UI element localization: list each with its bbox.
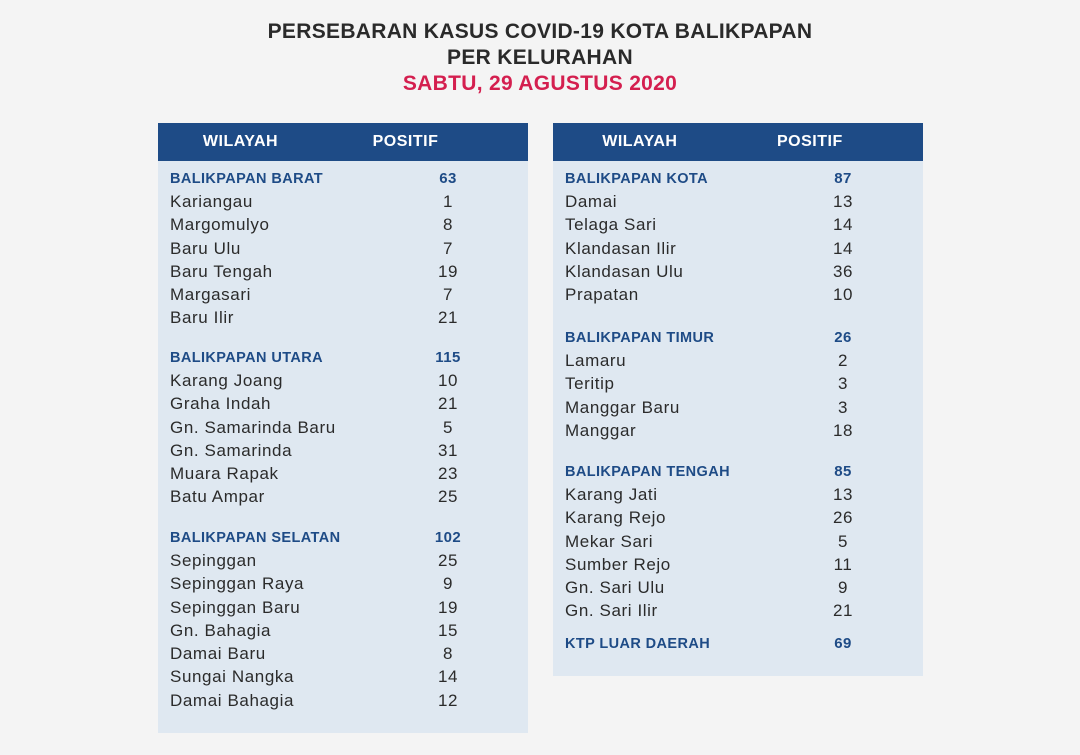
table-row bbox=[553, 190, 923, 213]
table-row bbox=[158, 416, 528, 439]
district-row bbox=[553, 326, 923, 349]
table-row bbox=[553, 237, 923, 260]
table-row bbox=[553, 507, 923, 530]
kelurahan-count: 10 bbox=[437, 370, 459, 390]
district-row bbox=[158, 526, 528, 549]
table-row bbox=[553, 530, 923, 553]
kelurahan-count: 9 bbox=[442, 574, 454, 594]
table-row bbox=[158, 462, 528, 485]
kelurahan-count: 8 bbox=[442, 644, 454, 664]
table-row bbox=[553, 283, 923, 306]
kelurahan-name: Gn. Bahagia bbox=[170, 620, 272, 640]
table-row bbox=[553, 553, 923, 576]
district-row bbox=[158, 346, 528, 369]
kelurahan-count: 14 bbox=[832, 215, 854, 235]
kelurahan-name: Manggar Baru bbox=[565, 397, 680, 417]
kelurahan-count: 21 bbox=[437, 308, 459, 328]
kelurahan-count: 2 bbox=[837, 350, 849, 370]
district-name: BALIKPAPAN UTARA bbox=[170, 349, 323, 366]
kelurahan-count: 3 bbox=[837, 374, 849, 394]
table-row bbox=[158, 486, 528, 509]
table-row bbox=[158, 237, 528, 260]
district-section bbox=[553, 167, 923, 307]
kelurahan-name: Damai Baru bbox=[170, 644, 266, 664]
kelurahan-name: Baru Tengah bbox=[170, 261, 273, 281]
kelurahan-name: Batu Ampar bbox=[170, 487, 265, 507]
kelurahan-count: 7 bbox=[442, 285, 454, 305]
district-section bbox=[158, 526, 528, 712]
kelurahan-name: Kariangau bbox=[170, 191, 253, 211]
table-row bbox=[553, 600, 923, 623]
page-title: PERSEBARAN KASUS COVID-19 KOTA BALIKPAPAN bbox=[267, 20, 813, 43]
kelurahan-count: 26 bbox=[832, 508, 854, 528]
district-total: 26 bbox=[834, 329, 852, 347]
table-row bbox=[158, 619, 528, 642]
kelurahan-name: Baru Ulu bbox=[170, 238, 241, 258]
district-section bbox=[158, 346, 528, 509]
kelurahan-name: Sungai Nangka bbox=[170, 667, 295, 687]
kelurahan-count: 15 bbox=[437, 620, 459, 640]
district-total: 85 bbox=[834, 463, 852, 481]
district-total: 63 bbox=[439, 170, 457, 188]
column-header-positif: POSITIF bbox=[776, 133, 843, 150]
district-row bbox=[553, 167, 923, 190]
table-row bbox=[158, 190, 528, 213]
table-row bbox=[158, 393, 528, 416]
kelurahan-name: Prapatan bbox=[565, 285, 639, 305]
kelurahan-name: Karang Rejo bbox=[565, 508, 667, 528]
left-table bbox=[158, 123, 528, 733]
table-row bbox=[158, 214, 528, 237]
district-section bbox=[553, 460, 923, 623]
kelurahan-count: 11 bbox=[833, 554, 853, 574]
table-row bbox=[553, 373, 923, 396]
table-row bbox=[553, 483, 923, 506]
kelurahan-name: Klandasan Ulu bbox=[565, 261, 684, 281]
district-name: KTP LUAR DAERAH bbox=[565, 635, 711, 652]
kelurahan-count: 36 bbox=[832, 261, 854, 281]
kelurahan-name: Margasari bbox=[170, 285, 251, 305]
table-row bbox=[553, 576, 923, 599]
kelurahan-count: 19 bbox=[437, 597, 459, 617]
district-total: 87 bbox=[834, 170, 852, 188]
table-row bbox=[158, 439, 528, 462]
kelurahan-name: Muara Rapak bbox=[170, 464, 279, 484]
kelurahan-count: 5 bbox=[837, 531, 849, 551]
kelurahan-count: 13 bbox=[832, 484, 854, 504]
kelurahan-name: Graha Indah bbox=[170, 394, 272, 414]
table-row bbox=[158, 307, 528, 330]
kelurahan-count: 25 bbox=[437, 550, 459, 570]
table-row bbox=[553, 260, 923, 283]
column-header-wilayah: WILAYAH bbox=[202, 133, 279, 150]
kelurahan-name: Damai Bahagia bbox=[170, 690, 295, 710]
table-row bbox=[158, 573, 528, 596]
district-name: BALIKPAPAN SELATAN bbox=[170, 529, 341, 546]
kelurahan-name: Karang Joang bbox=[170, 370, 284, 390]
kelurahan-count: 23 bbox=[437, 464, 459, 484]
kelurahan-name: Lamaru bbox=[565, 350, 627, 370]
table-row bbox=[158, 642, 528, 665]
right-table bbox=[553, 123, 923, 676]
kelurahan-name: Mekar Sari bbox=[565, 531, 654, 551]
kelurahan-name: Telaga Sari bbox=[565, 215, 657, 235]
district-section bbox=[158, 167, 528, 330]
table-row bbox=[158, 369, 528, 392]
kelurahan-count: 21 bbox=[437, 394, 459, 414]
district-row bbox=[158, 167, 528, 190]
kelurahan-count: 14 bbox=[437, 667, 459, 687]
kelurahan-name: Karang Jati bbox=[565, 484, 658, 504]
right-table-header bbox=[553, 123, 923, 161]
kelurahan-count: 18 bbox=[832, 420, 854, 440]
district-name: BALIKPAPAN TENGAH bbox=[565, 463, 730, 480]
table-row bbox=[553, 349, 923, 372]
kelurahan-count: 19 bbox=[437, 261, 459, 281]
kelurahan-count: 14 bbox=[832, 238, 854, 258]
kelurahan-count: 3 bbox=[837, 397, 849, 417]
kelurahan-name: Teritip bbox=[565, 374, 615, 394]
column-header-positif: POSITIF bbox=[372, 133, 439, 150]
kelurahan-count: 25 bbox=[437, 487, 459, 507]
kelurahan-name: Margomulyo bbox=[170, 215, 270, 235]
district-name: BALIKPAPAN BARAT bbox=[170, 170, 323, 187]
report-date: SABTU, 29 AGUSTUS 2020 bbox=[402, 72, 678, 95]
kelurahan-count: 9 bbox=[837, 578, 849, 598]
kelurahan-name: Gn. Sari Ilir bbox=[565, 601, 658, 621]
table-row bbox=[553, 214, 923, 237]
kelurahan-name: Gn. Sari Ulu bbox=[565, 578, 665, 598]
district-total: 115 bbox=[435, 349, 461, 367]
district-row bbox=[553, 632, 923, 655]
table-row bbox=[158, 549, 528, 572]
page-subtitle: PER KELURAHAN bbox=[447, 46, 633, 69]
kelurahan-name: Damai bbox=[565, 191, 618, 211]
kelurahan-name: Gn. Samarinda bbox=[170, 440, 293, 460]
district-row bbox=[553, 460, 923, 483]
district-total: 69 bbox=[834, 635, 852, 653]
table-row bbox=[553, 419, 923, 442]
left-table-header bbox=[158, 123, 528, 161]
kelurahan-name: Sepinggan Baru bbox=[170, 597, 301, 617]
kelurahan-name: Manggar bbox=[565, 420, 637, 440]
district-section bbox=[553, 326, 923, 442]
kelurahan-count: 5 bbox=[442, 417, 454, 437]
table-row bbox=[158, 283, 528, 306]
table-row bbox=[158, 596, 528, 619]
district-name: BALIKPAPAN KOTA bbox=[565, 170, 708, 187]
kelurahan-name: Sumber Rejo bbox=[565, 554, 671, 574]
kelurahan-name: Klandasan Ilir bbox=[565, 238, 677, 258]
table-row bbox=[158, 689, 528, 712]
kelurahan-count: 13 bbox=[832, 191, 854, 211]
table-row bbox=[553, 396, 923, 419]
kelurahan-count: 21 bbox=[832, 601, 854, 621]
kelurahan-name: Sepinggan Raya bbox=[170, 574, 305, 594]
column-header-wilayah: WILAYAH bbox=[602, 133, 678, 150]
kelurahan-count: 1 bbox=[442, 191, 454, 211]
kelurahan-name: Baru Ilir bbox=[170, 308, 234, 328]
kelurahan-name: Gn. Samarinda Baru bbox=[170, 417, 336, 437]
kelurahan-count: 31 bbox=[437, 440, 459, 460]
table-row bbox=[158, 666, 528, 689]
district-total: 102 bbox=[434, 529, 462, 547]
kelurahan-count: 7 bbox=[442, 238, 454, 258]
table-row bbox=[158, 260, 528, 283]
kelurahan-count: 8 bbox=[442, 215, 454, 235]
kelurahan-count: 12 bbox=[437, 690, 459, 710]
kelurahan-name: Sepinggan bbox=[170, 550, 257, 570]
kelurahan-count: 10 bbox=[832, 285, 854, 305]
district-section bbox=[553, 632, 923, 655]
district-name: BALIKPAPAN TIMUR bbox=[565, 329, 715, 346]
